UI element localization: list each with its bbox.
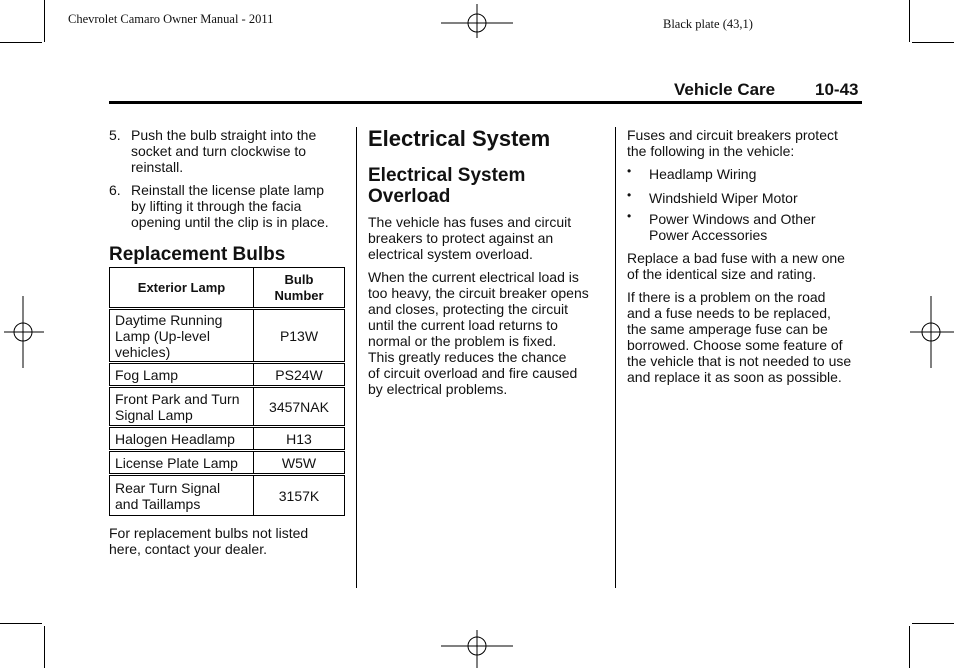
overload-paragraph-1	[368, 214, 571, 262]
text-line: by lifting it through the facia	[131, 198, 302, 214]
text-line: of circuit overload and fire caused	[368, 365, 578, 381]
bulb-cell: 3457NAK	[254, 388, 345, 426]
crop-mark	[0, 42, 42, 43]
list-item-text: Power Windows and Other Power Accessories	[649, 211, 816, 243]
text-line: Fuses and circuit breakers protect	[627, 127, 838, 143]
text-line: and replace it as soon as possible.	[627, 369, 842, 385]
text-line: Replace a bad fuse with a new one	[627, 250, 845, 266]
table-row	[110, 310, 345, 362]
lamp-cell: Halogen Headlamp	[110, 428, 254, 450]
text-line: Push the bulb straight into the	[131, 127, 317, 143]
table-row	[110, 452, 345, 474]
text-line: the vehicle that is not needed to use	[627, 353, 852, 369]
replacement-bulbs-heading: Replacement Bulbs	[109, 244, 286, 265]
crop-mark	[909, 626, 910, 668]
plate-label: Black plate (43,1)	[663, 17, 753, 31]
text-line: here, contact your dealer.	[109, 541, 267, 557]
text-line: For replacement bulbs not listed	[109, 525, 309, 541]
crop-mark	[44, 626, 45, 668]
text-line: This greatly reduces the chance	[368, 349, 567, 365]
overload-paragraph-2	[368, 269, 589, 397]
registration-mark-right	[910, 296, 954, 368]
crop-mark	[912, 623, 954, 624]
table-header-row	[110, 268, 345, 308]
text-line: the same amperage fuse can be	[627, 321, 828, 337]
text-line: borrowed. Choose some feature of	[627, 337, 843, 353]
lamp-cell: Fog Lamp	[110, 364, 254, 386]
section-divider	[109, 101, 862, 104]
lamp-cell: License Plate Lamp	[110, 452, 254, 474]
list-item-text: Headlamp Wiring	[649, 166, 757, 182]
list-item	[627, 190, 867, 206]
column-header-bulb: Bulb Number	[254, 268, 345, 308]
column-divider	[356, 127, 357, 588]
step-5	[109, 127, 349, 175]
crop-mark	[909, 0, 910, 42]
bullet-icon: •	[627, 164, 632, 178]
replace-fuse-paragraph	[627, 250, 845, 282]
text-line: socket and turn clockwise to	[131, 143, 307, 159]
table-row	[110, 364, 345, 386]
manual-title: Chevrolet Camaro Owner Manual - 2011	[68, 12, 274, 26]
text-line: too heavy, the circuit breaker opens	[368, 285, 589, 301]
text-line: When the current electrical load is	[368, 269, 579, 285]
section-name: Vehicle Care	[674, 80, 776, 99]
text-line: normal or the problem is fixed.	[368, 333, 557, 349]
bullet-icon: •	[627, 188, 632, 202]
text-line: opening until the clip is in place.	[131, 214, 329, 230]
text-line: If there is a problem on the road	[627, 289, 826, 305]
list-item	[627, 166, 867, 182]
bulb-cell: W5W	[254, 452, 345, 474]
list-item-text: Windshield Wiper Motor	[649, 190, 798, 206]
lamp-cell: Front Park and Turn Signal Lamp	[110, 388, 254, 426]
bulb-cell: H13	[254, 428, 345, 450]
text-line: The vehicle has fuses and circuit	[368, 214, 572, 230]
page-title: Electrical System	[368, 126, 551, 151]
crop-mark	[44, 0, 45, 42]
heading-line: Electrical System	[368, 165, 526, 186]
column-header-lamp: Exterior Lamp	[110, 268, 254, 308]
text-line: of the identical size and rating.	[627, 266, 817, 282]
heading-line: Overload	[368, 186, 451, 207]
text-line: the following in the vehicle:	[627, 143, 795, 159]
road-problem-paragraph	[627, 289, 851, 385]
bulb-cell: 3157K	[254, 476, 345, 516]
text-line: and a fuse needs to be replaced,	[627, 305, 831, 321]
bulb-cell: PS24W	[254, 364, 345, 386]
step-text	[131, 127, 316, 175]
lamp-cell: Daytime Running Lamp (Up-level vehicles)	[110, 310, 254, 362]
table-row	[110, 428, 345, 450]
text-line: and closes, protecting the circuit	[368, 301, 568, 317]
text-line: electrical system overload.	[368, 246, 533, 262]
text-line: Reinstall the license plate lamp	[131, 182, 324, 198]
table-row	[110, 388, 345, 426]
step-text	[131, 182, 329, 230]
bulb-table	[109, 267, 345, 516]
list-item	[627, 211, 867, 243]
text-line: breakers to protect against an	[368, 230, 554, 246]
step-number: 6.	[109, 182, 121, 198]
text-line: until the current load returns to	[368, 317, 558, 333]
registration-mark-left	[4, 296, 44, 368]
table-row	[110, 476, 345, 516]
column-divider	[615, 127, 616, 588]
registration-mark-top	[441, 4, 513, 38]
text-line: reinstall.	[131, 159, 184, 175]
replacement-note	[109, 525, 308, 557]
bulb-cell: P13W	[254, 310, 345, 362]
page-number: 10-43	[815, 80, 859, 99]
crop-mark	[912, 42, 954, 43]
crop-mark	[0, 623, 42, 624]
overload-heading	[368, 165, 525, 207]
registration-mark-bottom	[441, 630, 513, 668]
text-line: by electrical problems.	[368, 381, 508, 397]
step-number: 5.	[109, 127, 121, 143]
step-6	[109, 182, 349, 230]
fuses-intro	[627, 127, 838, 159]
bullet-icon: •	[627, 209, 632, 223]
lamp-cell: Rear Turn Signal and Taillamps	[110, 476, 254, 516]
